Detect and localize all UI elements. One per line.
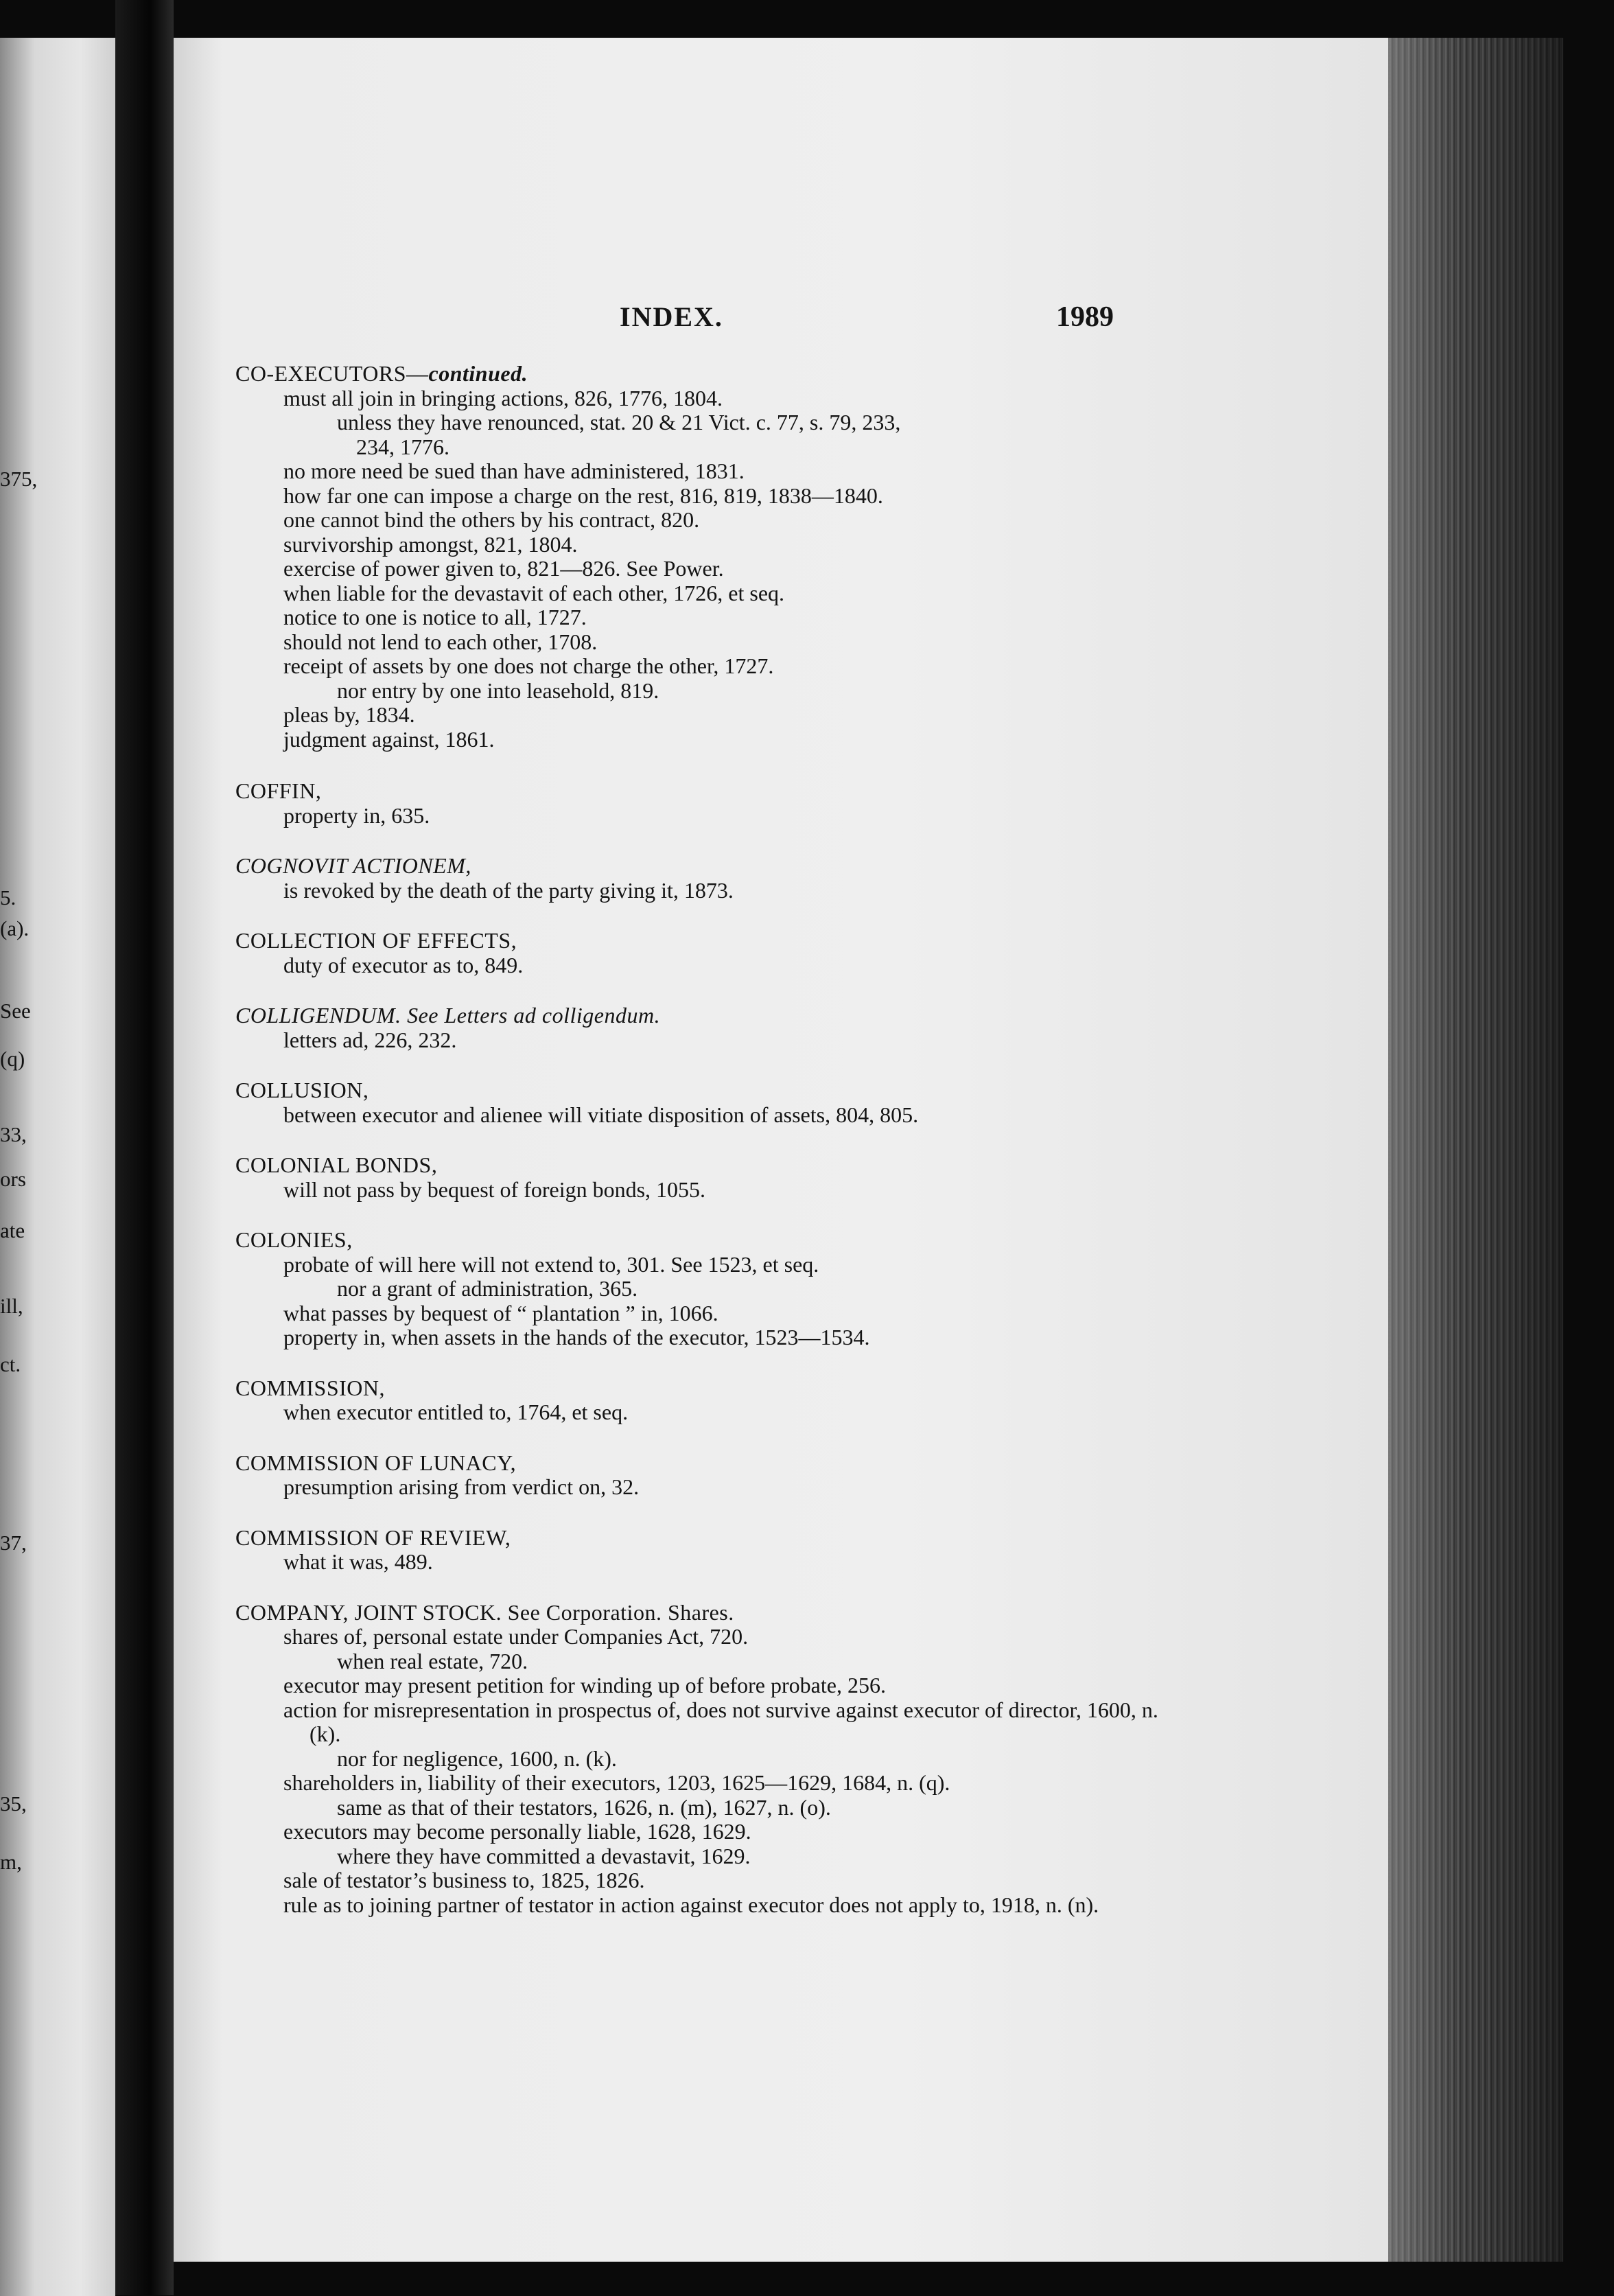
entry-subline: nor entry by one into leasehold, 819.	[337, 677, 659, 703]
entry-subline: executor may present petition for winding up of before probate, 256.	[283, 1673, 886, 1697]
running-title: INDEX.	[620, 301, 723, 332]
left-page-fragment: 33,	[0, 1122, 27, 1146]
page-number: 1989	[1056, 301, 1114, 333]
entry-subline: receipt of assets by one does not charge the other, 1727.	[283, 653, 774, 678]
index-entry	[235, 779, 1182, 828]
entry-subline: pleas by, 1834.	[283, 702, 415, 727]
index-body	[235, 362, 1182, 1943]
entry-subline: property in, when assets in the hands of the executor, 1523—1534.	[283, 1325, 870, 1349]
left-page-fragment: ill,	[0, 1294, 23, 1318]
index-entry	[235, 1004, 1182, 1052]
entry-heading	[235, 1004, 1182, 1028]
entry-subline: letters ad, 226, 232.	[283, 1027, 457, 1052]
entry-subline: exercise of power given to, 821—826. See Power.	[283, 556, 724, 581]
entry-heading	[235, 1451, 1182, 1476]
index-entry	[235, 1526, 1182, 1575]
left-page-fragment: (q)	[0, 1047, 25, 1071]
left-page-fragment: 375,	[0, 467, 38, 491]
left-page-fragment: ate	[0, 1218, 25, 1242]
index-entry	[235, 1451, 1182, 1500]
entry-heading	[235, 1601, 1182, 1625]
left-page-fragment: 35,	[0, 1791, 27, 1816]
entry-heading	[235, 929, 1182, 953]
entry-subline: survivorship amongst, 821, 1804.	[283, 531, 578, 557]
left-page-fragment: See	[0, 999, 31, 1023]
entry-heading	[235, 779, 1182, 804]
entry-subline: between executor and alienee will vitiate disposition of assets, 804, 805.	[283, 1102, 919, 1127]
entry-subline: probate of will here will not extend to, 301. See 1523, et seq.	[283, 1251, 819, 1277]
index-entry	[235, 854, 1182, 903]
index-entry	[235, 1078, 1182, 1127]
entry-subline: will not pass by bequest of foreign bonds, 1055.	[283, 1176, 706, 1202]
entry-subline: duty of executor as to, 849.	[283, 952, 524, 977]
left-page-fragment: 5.	[0, 885, 16, 909]
entry-heading-text: COMMISSION OF REVIEW,	[235, 1524, 511, 1550]
entry-subline: nor for negligence, 1600, n. (k).	[337, 1746, 617, 1771]
left-page-fragment: 37,	[0, 1531, 27, 1555]
entry-heading-text: COMMISSION OF LUNACY,	[235, 1450, 517, 1475]
entry-heading-text: COFFIN,	[235, 778, 322, 803]
entry-heading	[235, 362, 1182, 386]
entry-subline: is revoked by the death of the party giving it, 1873.	[283, 877, 734, 903]
entry-subline: when liable for the devastavit of each other, 1726, et seq.	[283, 580, 785, 605]
index-entry	[235, 1228, 1182, 1350]
entry-subline: when real estate, 720.	[337, 1648, 528, 1673]
entry-subline: property in, 635.	[283, 802, 430, 828]
entry-subline: unless they have renounced, stat. 20 & 21 Vict. c. 77, s. 79, 233,	[337, 410, 901, 434]
entry-subline: executors may become personally liable, 1628, 1629.	[283, 1819, 751, 1844]
entry-heading-text: COMMISSION,	[235, 1375, 385, 1400]
left-page-fragment: ors	[0, 1167, 26, 1191]
entry-heading-text: COLLECTION OF EFFECTS,	[235, 928, 517, 953]
entry-heading-text: COGNOVIT ACTIONEM,	[235, 853, 471, 878]
entry-subline: should not lend to each other, 1708.	[283, 629, 598, 654]
page-header	[174, 301, 1114, 342]
entry-heading-text: COLLUSION,	[235, 1078, 369, 1102]
entry-subline: shares of, personal estate under Companies Act, 720.	[283, 1624, 749, 1649]
entry-subline: what it was, 489.	[283, 1549, 433, 1574]
entry-subline: must all join in bringing actions, 826, 1776, 1804.	[283, 385, 723, 410]
entry-subline: where they have committed a devastavit, 1629.	[337, 1843, 751, 1868]
entry-heading	[235, 854, 1182, 879]
entry-subline: how far one can impose a charge on the rest, 816, 819, 1838—1840.	[283, 483, 883, 508]
entry-heading-text: COLLIGENDUM. See Letters ad colligendum.	[235, 1003, 661, 1028]
previous-page-edge	[0, 38, 115, 2296]
index-entry	[235, 1153, 1182, 1202]
index-entry	[235, 1601, 1182, 1918]
entry-heading	[235, 1153, 1182, 1178]
entry-subline: sale of testator’s business to, 1825, 1826.	[283, 1868, 645, 1892]
entry-heading	[235, 1228, 1182, 1253]
entry-subline: what passes by bequest of “ plantation ” in, 1066.	[283, 1300, 718, 1325]
index-page	[174, 38, 1388, 2262]
index-entry	[235, 1376, 1182, 1425]
entry-heading	[235, 1078, 1182, 1103]
entry-subline: 234, 1776.	[356, 434, 449, 459]
entry-heading	[235, 1376, 1182, 1401]
entry-heading-text: COMPANY, JOINT STOCK. See Corporation. Shares.	[235, 1599, 734, 1625]
left-page-fragment: m,	[0, 1850, 22, 1874]
entry-heading-text: COLONIES,	[235, 1227, 353, 1252]
entry-heading-continued: continued.	[428, 361, 528, 386]
entry-subline: notice to one is notice to all, 1727.	[283, 605, 587, 629]
left-page-fragment: (a).	[0, 916, 30, 940]
page-edge-shade	[1388, 38, 1563, 2262]
left-page-fragment: ct.	[0, 1352, 21, 1376]
entry-subline: rule as to joining partner of testator in action against executor does not apply to, 1918, n. (n).	[283, 1892, 1099, 1917]
entry-subline: no more need be sued than have administered, 1831.	[283, 459, 745, 483]
index-entry	[235, 362, 1182, 752]
entry-subline: action for misrepresentation in prospectus of, does not survive against executor of director, 1600, n. (k).	[283, 1697, 1158, 1746]
entry-subline: when executor entitled to, 1764, et seq.	[283, 1400, 629, 1424]
entry-heading	[235, 1526, 1182, 1551]
entry-subline: same as that of their testators, 1626, n. (m), 1627, n. (o).	[337, 1794, 831, 1820]
entry-subline: shareholders in, liability of their executors, 1203, 1625—1629, 1684, n. (q).	[283, 1770, 950, 1795]
entry-subline: one cannot bind the others by his contract, 820.	[283, 507, 700, 532]
entry-subline: presumption arising from verdict on, 32.	[283, 1474, 640, 1499]
entry-heading-text: COLONIAL BONDS,	[235, 1152, 438, 1177]
entry-subline: nor a grant of administration, 365.	[337, 1276, 638, 1301]
entry-subline: judgment against, 1861.	[283, 726, 495, 752]
entry-heading-text: CO-EXECUTORS—	[235, 361, 429, 386]
book-gutter	[115, 0, 174, 2295]
index-entry	[235, 929, 1182, 977]
